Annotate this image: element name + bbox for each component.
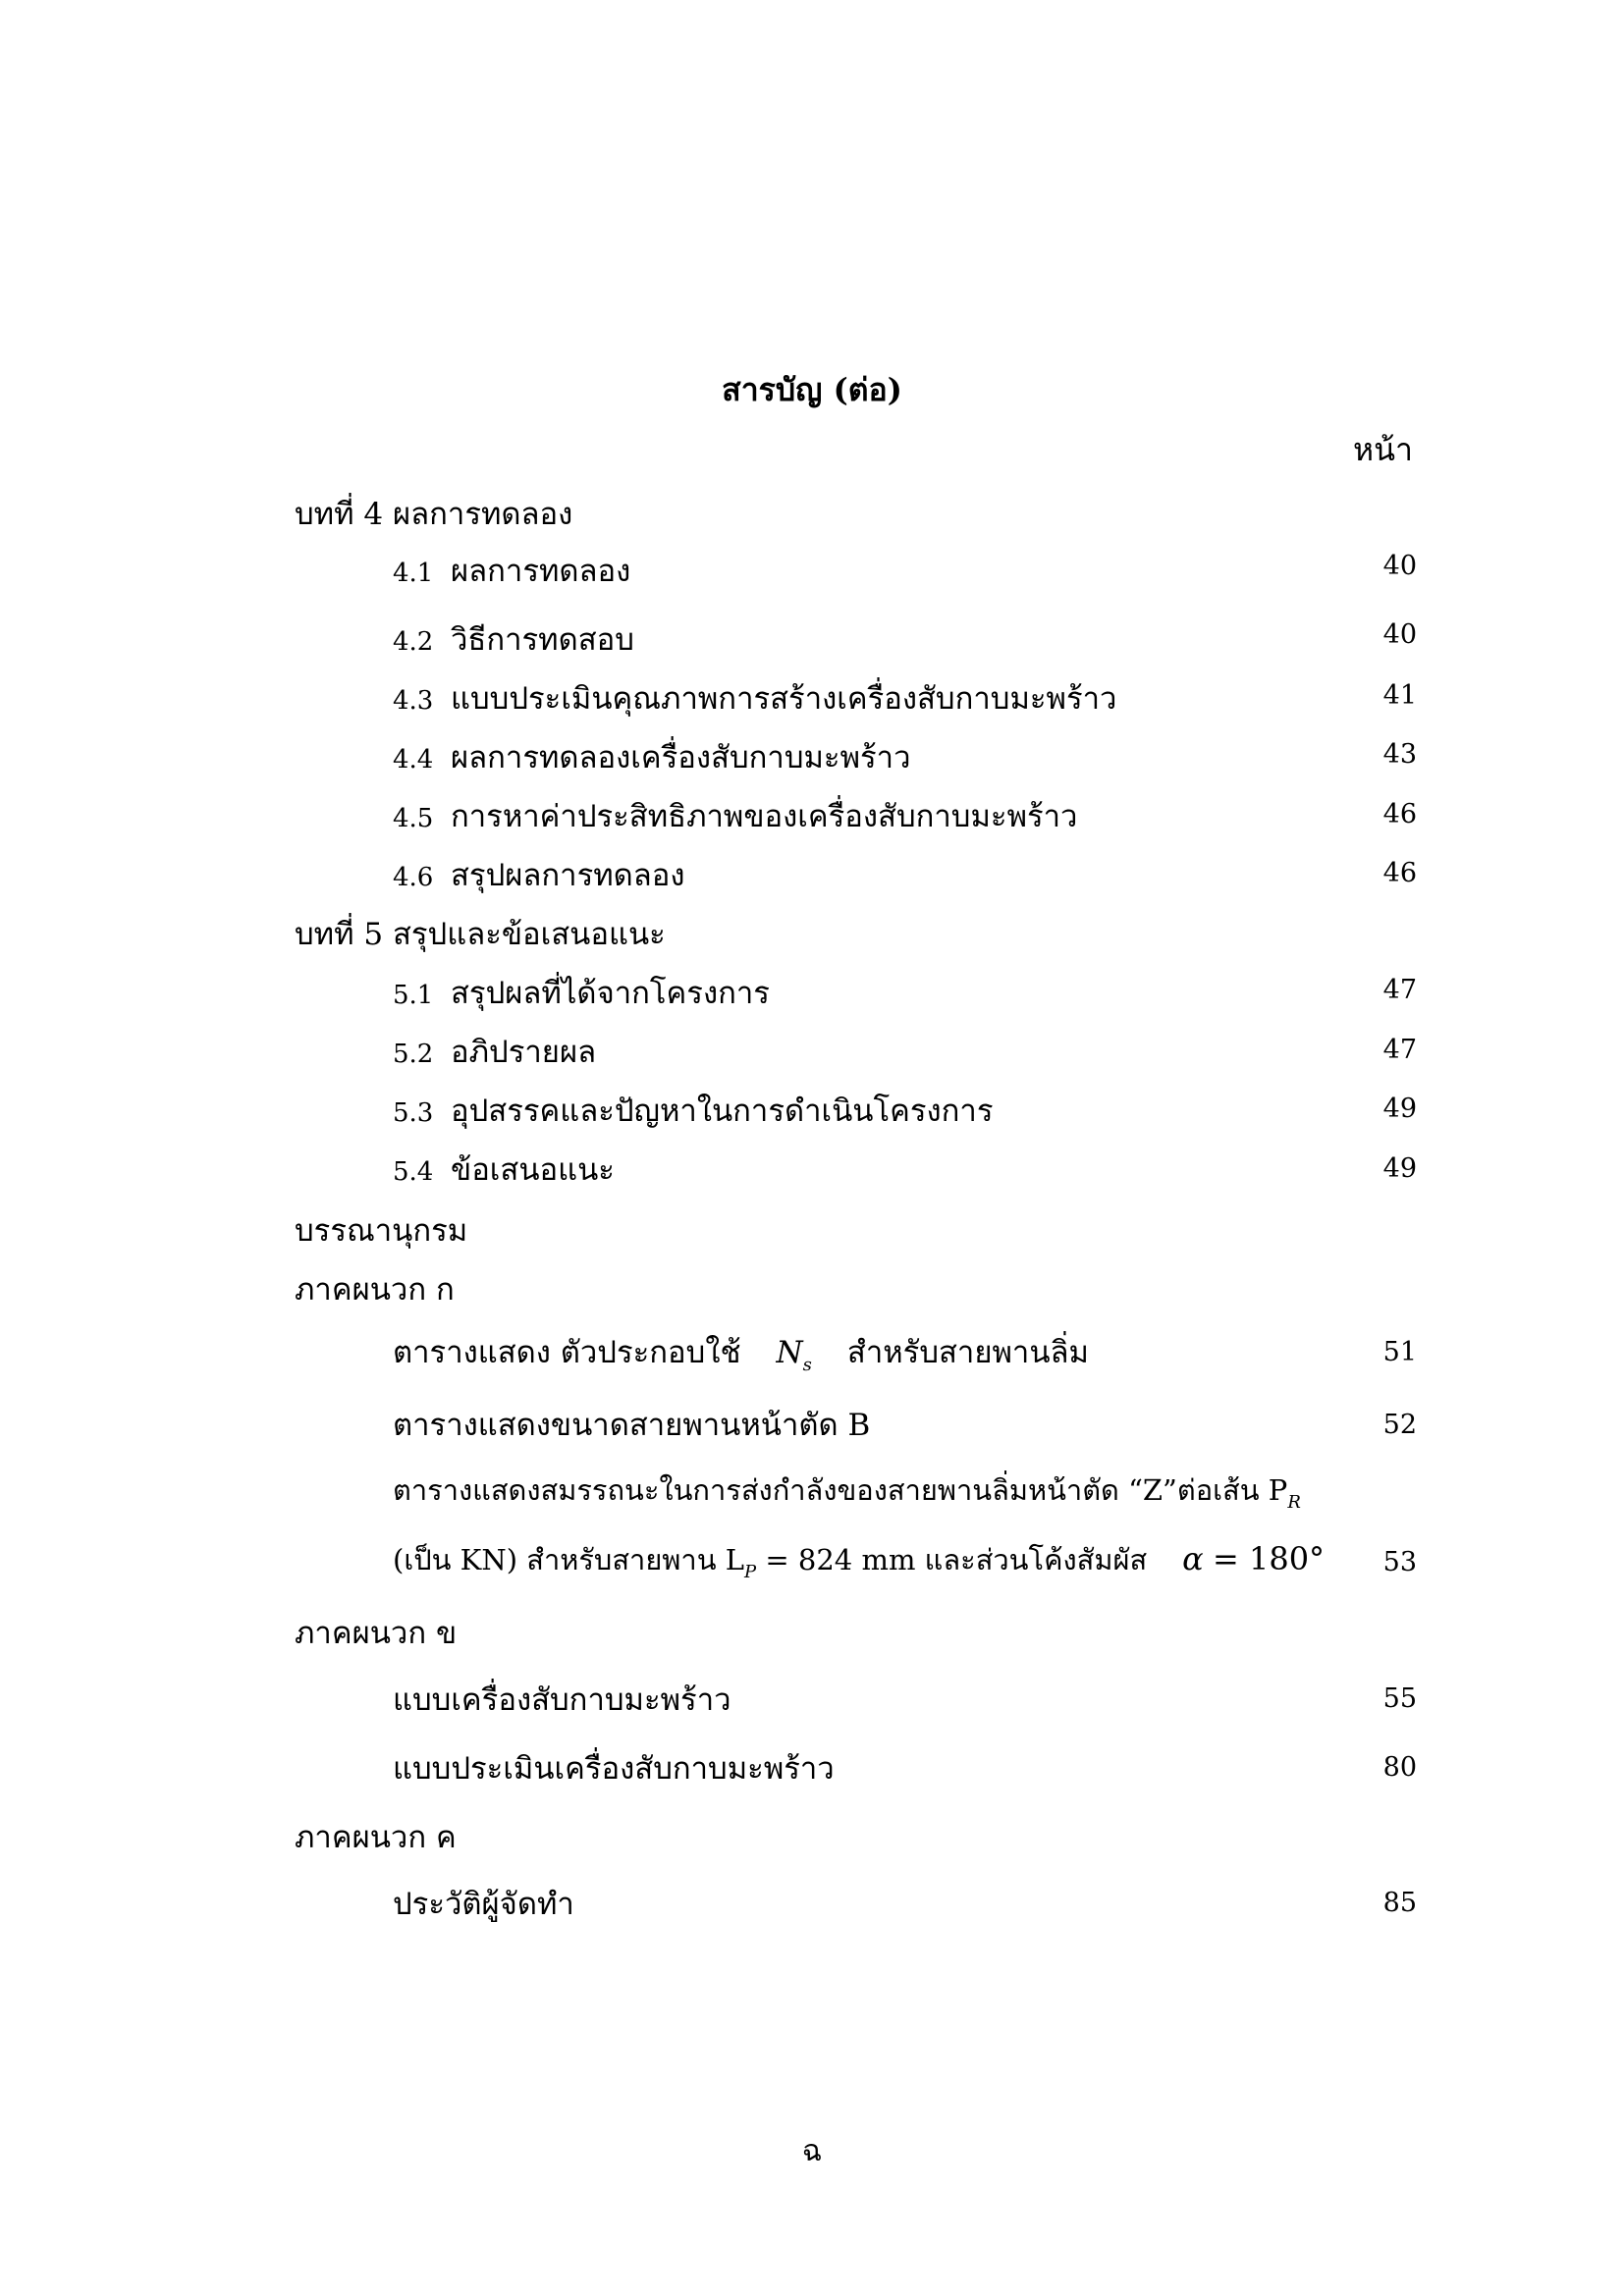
equation-value: = 180° xyxy=(1212,1540,1326,1577)
chapter-5-heading: บทที่ 5 สรุปและข้อเสนอแนะ xyxy=(295,917,666,952)
entry-title: วิธีการทดสอบ xyxy=(451,622,634,658)
symbol-n-subscript: s xyxy=(802,1355,812,1375)
entry-page: 49 xyxy=(1382,1153,1417,1184)
symbol-n: N xyxy=(776,1335,803,1370)
symbol-p-subscript: R xyxy=(1287,1492,1301,1513)
entry-number: 5.1 xyxy=(393,981,434,1010)
entry-number: 4.2 xyxy=(393,627,434,657)
entry-page: 49 xyxy=(1382,1094,1417,1124)
entry-title: สรุปผลการทดลอง xyxy=(451,858,685,893)
entry-title: อภิปรายผล xyxy=(451,1035,597,1070)
entry-number: 4.5 xyxy=(393,804,434,833)
entry-title-suffix: สำหรับสายพานลิ่ม xyxy=(846,1335,1089,1370)
entry-number: 4.1 xyxy=(393,559,434,588)
symbol-alpha: α xyxy=(1182,1540,1204,1577)
entry-number: 4.6 xyxy=(393,863,434,892)
entry-number: 5.2 xyxy=(393,1040,434,1069)
appendix-c-heading: ภาคผนวก ค xyxy=(295,1820,457,1855)
entry-title: ตารางแสดง ตัวประกอบใช้ xyxy=(393,1335,741,1370)
entry-page: 55 xyxy=(1382,1683,1417,1714)
entry-title: ข้อเสนอแนะ xyxy=(451,1152,615,1188)
entry-title: การหาค่าประสิทธิภาพของเครื่องสับกาบมะพร้าว xyxy=(451,799,1078,834)
entry-title: สรุปผลที่ได้จากโครงการ xyxy=(451,976,770,1011)
entry-page: 52 xyxy=(1382,1410,1417,1440)
chapter-4-heading: บทที่ 4 ผลการทดลอง xyxy=(295,497,573,532)
entry-page: 40 xyxy=(1382,551,1417,581)
entry-page: 47 xyxy=(1382,975,1417,1005)
entry-title: แบบเครื่องสับกาบมะพร้าว xyxy=(393,1682,731,1718)
page-column-label: หน้า xyxy=(1353,431,1413,468)
footer-page-number: ฉ xyxy=(801,2134,823,2168)
entry-title: ตารางแสดงขนาดสายพานหน้าตัด B xyxy=(393,1408,871,1443)
entry-page: 41 xyxy=(1382,680,1417,711)
entry-page: 47 xyxy=(1382,1035,1417,1065)
entry-number: 4.4 xyxy=(393,745,434,774)
entry-title: แบบประเมินเครื่องสับกาบมะพร้าว xyxy=(393,1751,835,1787)
bibliography-heading: บรรณานุกรม xyxy=(295,1213,468,1249)
entry-title: ผลการทดลองเครื่องสับกาบมะพร้าว xyxy=(451,740,911,775)
entry-page: 46 xyxy=(1382,858,1417,888)
appendix-b-heading: ภาคผนวก ข xyxy=(295,1616,458,1651)
entry-title: อุปสรรคและปัญหาในการดำเนินโครงการ xyxy=(451,1094,994,1129)
entry-title: ผลการทดลอง xyxy=(451,554,631,589)
entry-number: 5.4 xyxy=(393,1157,434,1187)
entry-page: 40 xyxy=(1382,619,1417,650)
page-title: สารบัญ (ต่อ) xyxy=(722,371,902,408)
symbol-l-subscript: P xyxy=(744,1562,757,1582)
entry-page: 43 xyxy=(1382,739,1417,770)
appendix-a-heading: ภาคผนวก ก xyxy=(295,1272,455,1308)
entry-page: 46 xyxy=(1382,799,1417,829)
entry-title-line-2-cont: = 824 mm และส่วนโค้งสัมผัส xyxy=(765,1543,1148,1576)
entry-page: 80 xyxy=(1382,1752,1417,1783)
entry-page: 51 xyxy=(1382,1337,1417,1367)
entry-title-line-2: (เป็น KN) สำหรับสายพาน L xyxy=(393,1543,745,1576)
entry-number: 5.3 xyxy=(393,1098,434,1128)
entry-title-line-1: ตารางแสดงสมรรถนะในการส่งกำลังของสายพานลิ่มหน้าตัด “Z”ต่อเส้น P xyxy=(393,1473,1288,1507)
entry-number: 4.3 xyxy=(393,686,434,716)
entry-page: 53 xyxy=(1382,1547,1417,1577)
entry-title: แบบประเมินคุณภาพการสร้างเครื่องสับกาบมะพร้าว xyxy=(451,681,1117,717)
entry-page: 85 xyxy=(1382,1888,1417,1918)
entry-title: ประวัติผู้จัดทำ xyxy=(393,1887,574,1922)
